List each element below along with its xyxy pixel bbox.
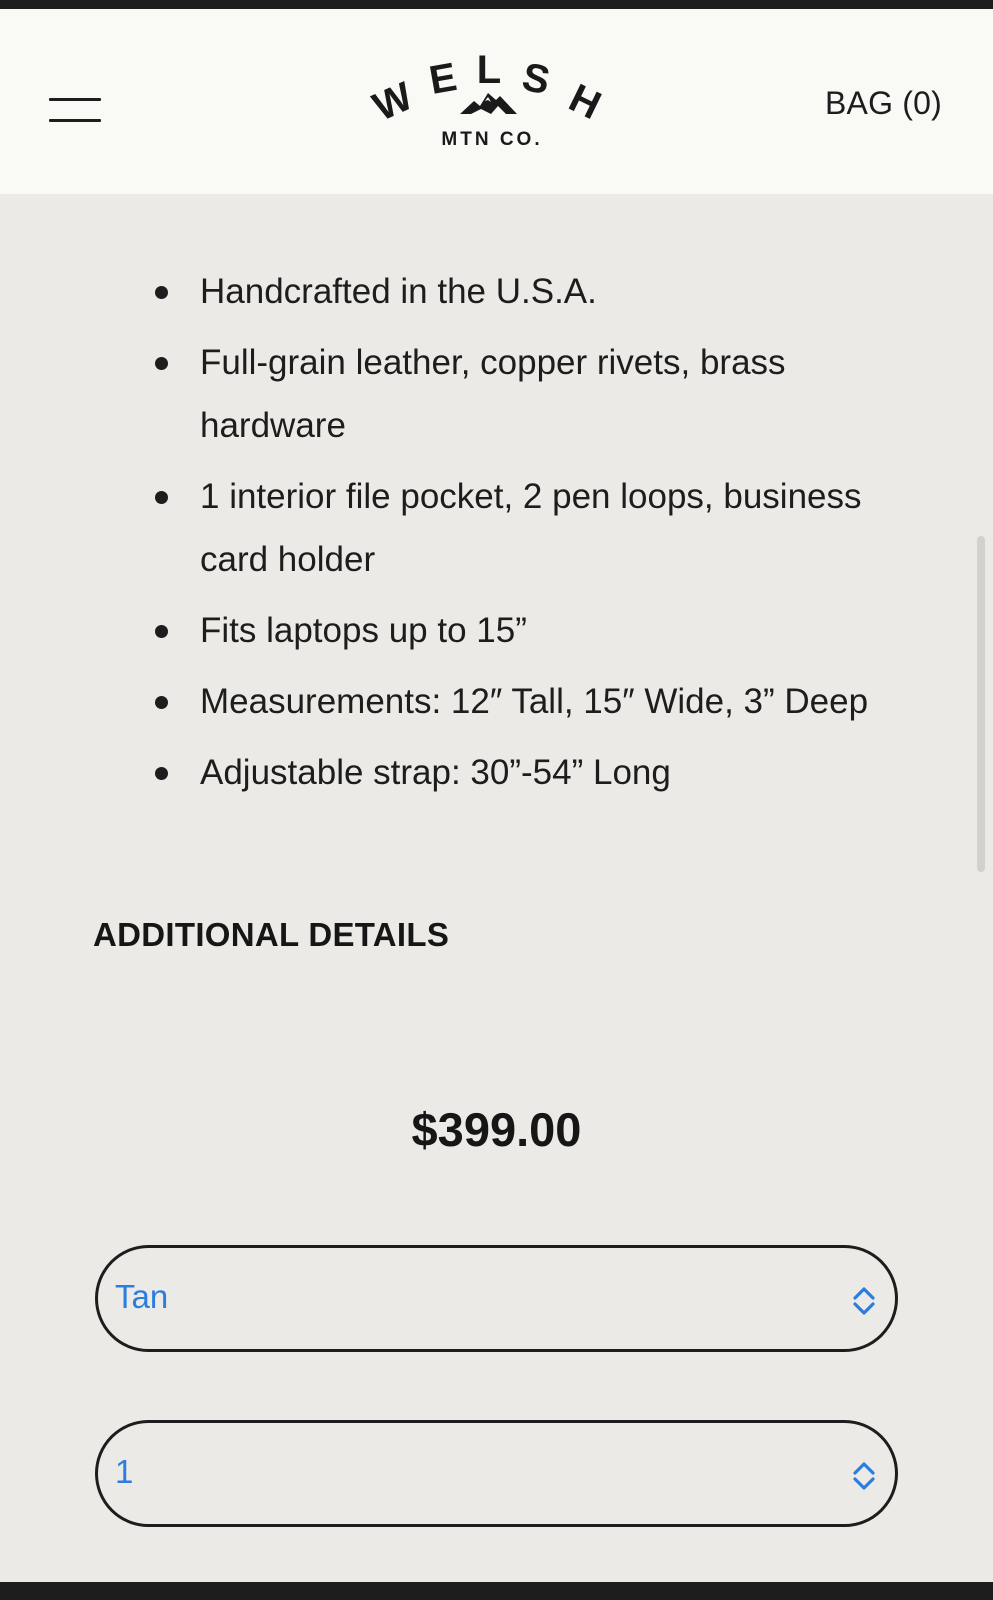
feature-item bbox=[150, 599, 910, 662]
bottom-toolbar-strip bbox=[0, 1582, 993, 1600]
logo-subtitle: MTN CO. bbox=[441, 129, 543, 150]
up-down-chevron-icon bbox=[849, 1284, 879, 1318]
bullet-dot bbox=[155, 491, 168, 504]
menu-line-bottom bbox=[49, 119, 101, 122]
quantity-select[interactable] bbox=[95, 1420, 898, 1527]
quantity-select-value: 1 bbox=[115, 1453, 134, 1490]
menu-line-top bbox=[49, 98, 101, 101]
logo-letter-w: W bbox=[366, 74, 420, 130]
feature-text: Handcrafted in the U.S.A. bbox=[200, 272, 597, 311]
color-select-value: Tan bbox=[115, 1278, 169, 1315]
welsh-mtn-logo-graphic bbox=[366, 45, 619, 155]
bag-link[interactable]: BAG (0) bbox=[825, 85, 942, 121]
bullet-dot bbox=[155, 286, 168, 299]
hamburger-menu-icon[interactable] bbox=[44, 79, 106, 121]
feature-text: Measurements: 12″ Tall, 15″ Wide, 3” Deep bbox=[200, 682, 869, 721]
logo-letter-l: L bbox=[476, 48, 502, 92]
site-header bbox=[0, 9, 993, 194]
up-down-chevron-icon bbox=[849, 1459, 879, 1493]
logo-letter-s: S bbox=[518, 54, 554, 104]
feature-item bbox=[150, 331, 910, 457]
feature-text: 1 interior file pocket, 2 pen loops, business card holder bbox=[200, 477, 862, 579]
logo-letter-h: H bbox=[562, 75, 608, 129]
feature-text: Fits laptops up to 15” bbox=[200, 611, 527, 650]
feature-item bbox=[150, 260, 910, 323]
scrollbar-thumb[interactable] bbox=[977, 536, 985, 872]
color-select[interactable] bbox=[95, 1245, 898, 1352]
feature-item bbox=[150, 741, 910, 804]
logo-letter-e: E bbox=[426, 55, 460, 103]
additional-details-heading[interactable]: ADDITIONAL DETAILS bbox=[93, 916, 450, 953]
mountain-icon bbox=[460, 93, 517, 114]
product-price: $399.00 bbox=[411, 1103, 582, 1156]
feature-text: Adjustable strap: 30”-54” Long bbox=[200, 753, 671, 792]
bullet-dot bbox=[155, 357, 168, 370]
feature-text: Full-grain leather, copper rivets, brass hardware bbox=[200, 343, 786, 445]
brand-logo[interactable] bbox=[366, 45, 619, 155]
feature-item bbox=[150, 670, 910, 733]
feature-list bbox=[150, 260, 910, 812]
bullet-dot bbox=[155, 625, 168, 638]
bullet-dot bbox=[155, 696, 168, 709]
bullet-dot bbox=[155, 767, 168, 780]
feature-item bbox=[150, 465, 910, 591]
status-bar-strip bbox=[0, 0, 993, 9]
